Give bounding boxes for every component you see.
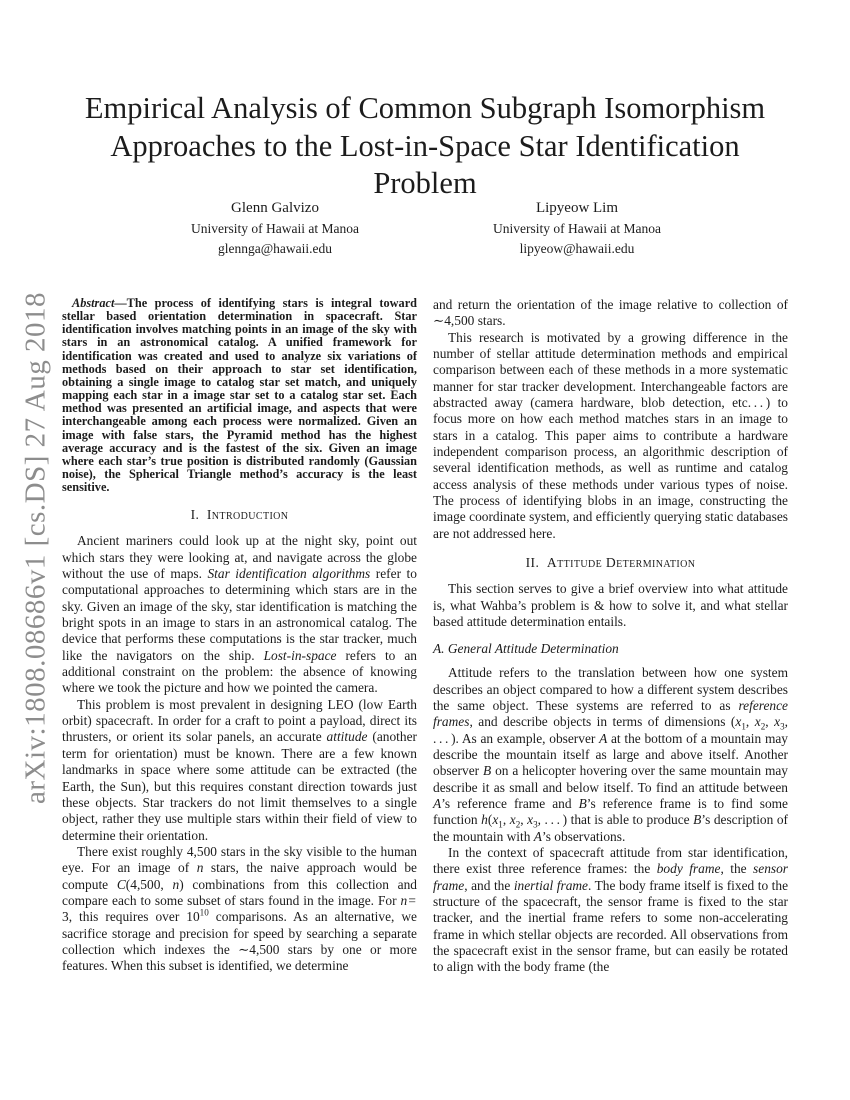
general-attitude-paragraph-1: Attitude refers to the translation between how one system describes an object compared to how a different system describes the same object. These systems are referred to as reference frames, and describe objects in terms of dimensions ($x_1$, $x_2$, $x_3$, . . . ). As an example, observer A at the bottom of a mountain may describe the mountain itself as large and above itself. Another observer B on a helicopter hovering over the same mountain may describe it as small and below itself. To find an attitude between A’s reference frame and B’s reference frame is to find some function $h(x_1$, $x_2$, $x_3$, . . . ) that is able to produce B’s description of the mountain with A’s observations. [433,665,789,844]
left-column [62,297,417,976]
author-1 [115,197,435,259]
author-2-name: Lipyeow Lim [535,200,619,216]
author-2-affiliation: University of Hawaii at Manoa [493,221,661,236]
attitude-paragraph-1: This section serves to give a brief overview into what attitude is, what Wahba’s problem is & how to solve it, and what stellar based attitude determination entails. [433,581,788,629]
intro-paragraph-4: This research is motivated by a growing difference in the number of stellar attitude determination methods and empirical comparison between each of these methods in a more systematic manner for star tracker development. Interchangeable factors are abstracted away (camera hardware, blob detection, etc. . . ) to focus more on how each method matches stars in an image to stars in a catalog. This paper aims to contribute a hardware independent comparison process, an algorithmic description of several identification methods, as well as runtime and catalog access analysis of these methods under various types of noise. The process of identifying blobs in an image, constructing the image coordinate system, and efficiently querying static databases are not addressed here. [433,329,788,541]
arxiv-identifier-sidebar: arXiv:1808.08686v1 [cs.DS] 27 Aug 2018 [19,292,52,804]
paper-title: Empirical Analysis of Common Subgraph Isomorphism Approaches to the Lost-in-Space Star Identification Problem [84,91,766,201]
general-attitude-paragraph-2: In the context of spacecraft attitude from star identification, there exist three reference frames: the body frame, the sensor frame, and the inertial frame. The body frame itself is fixed to the structure of the spacecraft, the sensor frame is fixed to the star tracker, and the inertial frame refers to some non-accelerating frame in which stellar objects are recorded. All observations from the spacecraft exist in the sensor frame, but can easily be rotated to align with the body frame (the [433,844,789,975]
intro-paragraph-3-continued: and return the orientation of the image relative to collection of ∼4,500 stars. [433,297,788,329]
author-1-email: glennga@hawaii.edu [217,241,333,256]
author-2-email: lipyeow@hawaii.edu [519,241,635,256]
intro-paragraph-1: Ancient mariners could look up at the night sky, point out which stars they were looking at, and navigate across the globe without the use of maps. Star identification algorithms refer to computational approaches to determining which stars are in the sky. Given an image of the sky, star identification is matching the bright spots in an image to stars in an astronomical catalog. The device that performs these computations is the star tracker, much like the navigators on the ship. Lost-in-space refers to an additional constraint on the problem: the absence of knowing where we took the picture and how we pointed the camera. [62,533,417,696]
two-column-body [62,297,788,976]
abstract: Abstract—The process of identifying stars is integral toward stellar based orientation determination in spacecraft. Star identification involves matching points in an image of the sky with stars in an astronomical catalog. A unified framework for identification was created and used to analyze six variations of methods based on their approach to star set identification, obtaining a single image to catalog star set match, and uniquely mapping each star in a image star set to a catalog star set. Each method was presented an artificial image, and aspects that were interchangeable among each process were normalized. Given an image with false stars, the Pyramid method has the highest average accuracy and is the fastest of the six. Given an image where each star’s true position is distributed randomly (Gaussian noise), the Spherical Triangle method’s accuracy is the least sensitive. [62,296,417,495]
section-heading-attitude-determination: II. Attitude Determination [525,555,696,571]
right-column [433,297,788,976]
author-2 [417,197,737,259]
section-heading-introduction: I. Introduction [190,507,289,523]
subsection-heading-general-attitude: A. General Attitude Determination [433,641,619,657]
author-1-name: Glenn Galvizo [231,200,319,216]
author-1-affiliation: University of Hawaii at Manoa [191,221,359,236]
intro-paragraph-2: This problem is most prevalent in designing LEO (low Earth orbit) spacecraft. In order for a craft to point a payload, direct its thrusters, or orient its solar panels, an accurate attitude (another term for orientation) must be known. There are a few known landmarks in space where some attitude can be extracted (the Earth, the Sun), but this requires constant direction towards just these objects. Star trackers do not limit themselves to a single object, rather they use multiple stars within their field of view to determine their orientation. [62,696,417,843]
intro-paragraph-3: There exist roughly 4,500 stars in the sky visible to the human eye. For an image of n stars, the naive approach would be compute C(4,500, n) combinations from this collection and compare each to some subset of stars found in the image. For n = 3, this requires over $10^{10}$ comparisons. As an alternative, we sacrifice storage and precision for speed by searching a separate collection which indexes the ∼4,500 stars by one or more features. When this subset is identified, we determine [62,843,417,974]
